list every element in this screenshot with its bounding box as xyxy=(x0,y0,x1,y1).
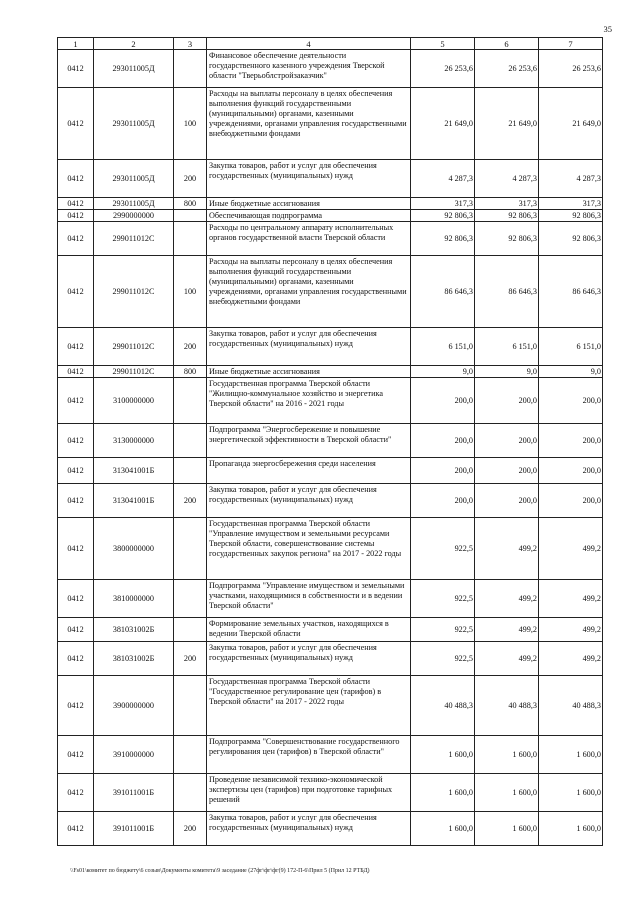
name-cell: Иные бюджетные ассигнования xyxy=(207,366,411,378)
name-cell: Закупка товаров, работ и услуг для обеспечения государственных (муниципальных) нужд xyxy=(207,642,411,676)
name-cell: Подпрограмма "Совершенствование государственного регулирования цен (тарифов) в Тверской области" xyxy=(207,736,411,774)
table-row xyxy=(58,210,603,222)
code-cell: 293011005Д xyxy=(94,198,174,210)
code-cell: 299011012С xyxy=(94,366,174,378)
expense-type-cell: 200 xyxy=(174,328,207,366)
code-cell: 299011012С xyxy=(94,256,174,328)
table-row xyxy=(58,676,603,736)
table-row xyxy=(58,50,603,88)
table-row xyxy=(58,774,603,812)
value-col7-cell: 499,2 xyxy=(539,518,603,580)
code-cell: 391011001Б xyxy=(94,812,174,846)
code-cell: 293011005Д xyxy=(94,88,174,160)
code-cell: 299011012С xyxy=(94,328,174,366)
value-col7-cell: 499,2 xyxy=(539,642,603,676)
value-col5-cell: 200,0 xyxy=(411,378,475,424)
section-cell: 0412 xyxy=(58,518,94,580)
value-col6-cell: 1 600,0 xyxy=(475,736,539,774)
value-col6-cell: 200,0 xyxy=(475,424,539,458)
code-cell: 3910000000 xyxy=(94,736,174,774)
value-col6-cell: 9,0 xyxy=(475,366,539,378)
table-row xyxy=(58,736,603,774)
code-cell: 313041001Б xyxy=(94,484,174,518)
header-cell-2: 2 xyxy=(94,38,174,50)
code-cell: 3130000000 xyxy=(94,424,174,458)
name-cell: Подпрограмма "Энергосбережение и повышение энергетической эффективности в Тверской области" xyxy=(207,424,411,458)
section-cell: 0412 xyxy=(58,424,94,458)
code-cell: 313041001Б xyxy=(94,458,174,484)
value-col6-cell: 499,2 xyxy=(475,518,539,580)
code-cell: 3100000000 xyxy=(94,378,174,424)
name-cell: Закупка товаров, работ и услуг для обеспечения государственных (муниципальных) нужд xyxy=(207,812,411,846)
value-col7-cell: 92 806,3 xyxy=(539,210,603,222)
table-row xyxy=(58,484,603,518)
expense-type-cell xyxy=(174,736,207,774)
value-col6-cell: 40 488,3 xyxy=(475,676,539,736)
section-cell: 0412 xyxy=(58,580,94,618)
value-col7-cell: 499,2 xyxy=(539,580,603,618)
section-cell: 0412 xyxy=(58,774,94,812)
code-cell: 391011001Б xyxy=(94,774,174,812)
value-col6-cell: 4 287,3 xyxy=(475,160,539,198)
name-cell: Подпрограмма "Управление имуществом и земельными участками, находящимися в собственности и в ведении Тверской области" xyxy=(207,580,411,618)
value-col6-cell: 499,2 xyxy=(475,642,539,676)
table-row xyxy=(58,328,603,366)
expense-type-cell xyxy=(174,50,207,88)
value-col5-cell: 922,5 xyxy=(411,580,475,618)
expense-type-cell: 800 xyxy=(174,366,207,378)
code-cell: 3800000000 xyxy=(94,518,174,580)
expense-type-cell xyxy=(174,424,207,458)
section-cell: 0412 xyxy=(58,642,94,676)
value-col7-cell: 6 151,0 xyxy=(539,328,603,366)
expense-type-cell: 200 xyxy=(174,642,207,676)
code-cell: 381031002Б xyxy=(94,642,174,676)
value-col5-cell: 86 646,3 xyxy=(411,256,475,328)
value-col7-cell: 200,0 xyxy=(539,424,603,458)
table-row xyxy=(58,160,603,198)
value-col7-cell: 21 649,0 xyxy=(539,88,603,160)
section-cell: 0412 xyxy=(58,160,94,198)
value-col7-cell: 200,0 xyxy=(539,484,603,518)
value-col6-cell: 21 649,0 xyxy=(475,88,539,160)
section-cell: 0412 xyxy=(58,210,94,222)
value-col5-cell: 26 253,6 xyxy=(411,50,475,88)
value-col6-cell: 499,2 xyxy=(475,618,539,642)
section-cell: 0412 xyxy=(58,736,94,774)
table-row xyxy=(58,642,603,676)
value-col5-cell: 922,5 xyxy=(411,518,475,580)
budget-table xyxy=(57,37,603,846)
name-cell: Государственная программа Тверской области "Жилищно-коммунальное хозяйство и энергетика Тверской области" на 2016 - 2021 годы xyxy=(207,378,411,424)
section-cell: 0412 xyxy=(58,88,94,160)
table-row xyxy=(58,458,603,484)
value-col5-cell: 200,0 xyxy=(411,484,475,518)
expense-type-cell xyxy=(174,458,207,484)
value-col7-cell: 1 600,0 xyxy=(539,736,603,774)
table-row xyxy=(58,812,603,846)
expense-type-cell: 200 xyxy=(174,812,207,846)
value-col6-cell: 200,0 xyxy=(475,458,539,484)
value-col5-cell: 1 600,0 xyxy=(411,774,475,812)
value-col6-cell: 499,2 xyxy=(475,580,539,618)
code-cell: 293011005Д xyxy=(94,50,174,88)
file-path-footer: \\Fs01\комитет по бюджету\6 созыв\Документы комитета\9 заседание (27фг\фг\фг(9) 172-П-6\Прил 5 (Прил 12 РТБД) xyxy=(70,868,370,874)
value-col5-cell: 6 151,0 xyxy=(411,328,475,366)
expense-type-cell: 800 xyxy=(174,198,207,210)
table-body xyxy=(58,38,603,846)
name-cell: Закупка товаров, работ и услуг для обеспечения государственных (муниципальных) нужд xyxy=(207,160,411,198)
header-cell-1: 1 xyxy=(58,38,94,50)
code-cell: 3810000000 xyxy=(94,580,174,618)
value-col7-cell: 40 488,3 xyxy=(539,676,603,736)
value-col7-cell: 317,3 xyxy=(539,198,603,210)
value-col7-cell: 92 806,3 xyxy=(539,222,603,256)
value-col5-cell: 4 287,3 xyxy=(411,160,475,198)
section-cell: 0412 xyxy=(58,222,94,256)
value-col6-cell: 6 151,0 xyxy=(475,328,539,366)
value-col6-cell: 86 646,3 xyxy=(475,256,539,328)
section-cell: 0412 xyxy=(58,328,94,366)
value-col5-cell: 1 600,0 xyxy=(411,812,475,846)
name-cell: Закупка товаров, работ и услуг для обеспечения государственных (муниципальных) нужд xyxy=(207,328,411,366)
expense-type-cell xyxy=(174,378,207,424)
table-row xyxy=(58,518,603,580)
value-col6-cell: 1 600,0 xyxy=(475,774,539,812)
value-col5-cell: 21 649,0 xyxy=(411,88,475,160)
value-col6-cell: 26 253,6 xyxy=(475,50,539,88)
expense-type-cell xyxy=(174,210,207,222)
value-col5-cell: 40 488,3 xyxy=(411,676,475,736)
section-cell: 0412 xyxy=(58,618,94,642)
name-cell: Формирование земельных участков, находящихся в ведении Тверской области xyxy=(207,618,411,642)
value-col5-cell: 200,0 xyxy=(411,424,475,458)
value-col5-cell: 1 600,0 xyxy=(411,736,475,774)
table-row xyxy=(58,580,603,618)
value-col5-cell: 200,0 xyxy=(411,458,475,484)
table-row xyxy=(58,88,603,160)
code-cell: 2990000000 xyxy=(94,210,174,222)
value-col7-cell: 86 646,3 xyxy=(539,256,603,328)
name-cell: Расходы на выплаты персоналу в целях обеспечения выполнения функций государственными (муниципальными) органами, казенными учреждениями, органами управления государственными внебюджетными фондами xyxy=(207,256,411,328)
code-cell: 299011012С xyxy=(94,222,174,256)
value-col7-cell: 4 287,3 xyxy=(539,160,603,198)
code-cell: 3900000000 xyxy=(94,676,174,736)
code-cell: 293011005Д xyxy=(94,160,174,198)
table-row xyxy=(58,222,603,256)
value-col6-cell: 92 806,3 xyxy=(475,210,539,222)
table-row xyxy=(58,618,603,642)
value-col5-cell: 9,0 xyxy=(411,366,475,378)
header-row xyxy=(58,38,603,50)
value-col5-cell: 317,3 xyxy=(411,198,475,210)
name-cell: Финансовое обеспечение деятельности государственного казенного учреждения Тверской области "Тверьоблстройзаказчик" xyxy=(207,50,411,88)
value-col7-cell: 1 600,0 xyxy=(539,812,603,846)
name-cell: Государственная программа Тверской области "Государственное регулирование цен (тарифов) в Тверской области" на 2017 - 2022 годы xyxy=(207,676,411,736)
name-cell: Проведение независимой технико-экономической экспертизы цен (тарифов) при подготовке тарифных решений xyxy=(207,774,411,812)
section-cell: 0412 xyxy=(58,366,94,378)
value-col7-cell: 1 600,0 xyxy=(539,774,603,812)
expense-type-cell xyxy=(174,618,207,642)
value-col5-cell: 922,5 xyxy=(411,642,475,676)
name-cell: Расходы по центральному аппарату исполнительных органов государственной власти Тверской области xyxy=(207,222,411,256)
header-cell-5: 5 xyxy=(411,38,475,50)
expense-type-cell: 100 xyxy=(174,256,207,328)
expense-type-cell xyxy=(174,580,207,618)
header-cell-4: 4 xyxy=(207,38,411,50)
value-col6-cell: 1 600,0 xyxy=(475,812,539,846)
section-cell: 0412 xyxy=(58,378,94,424)
value-col7-cell: 499,2 xyxy=(539,618,603,642)
header-cell-7: 7 xyxy=(539,38,603,50)
name-cell: Расходы на выплаты персоналу в целях обеспечения выполнения функций государственными (муниципальными) органами, казенными учреждениями, органами управления государственными внебюджетными фондами xyxy=(207,88,411,160)
expense-type-cell xyxy=(174,518,207,580)
header-cell-6: 6 xyxy=(475,38,539,50)
expense-type-cell: 200 xyxy=(174,484,207,518)
expense-type-cell: 200 xyxy=(174,160,207,198)
name-cell: Обеспечивающая подпрограмма xyxy=(207,210,411,222)
name-cell: Государственная программа Тверской области "Управление имуществом и земельными ресурсами Тверской области, совершенствование системы государственных закупок региона" на 2017 - 2022 годы xyxy=(207,518,411,580)
value-col6-cell: 200,0 xyxy=(475,378,539,424)
value-col6-cell: 92 806,3 xyxy=(475,222,539,256)
value-col7-cell: 200,0 xyxy=(539,458,603,484)
table-row xyxy=(58,366,603,378)
code-cell: 381031002Б xyxy=(94,618,174,642)
section-cell: 0412 xyxy=(58,484,94,518)
table-row xyxy=(58,424,603,458)
page-number: 35 xyxy=(603,24,612,34)
value-col5-cell: 922,5 xyxy=(411,618,475,642)
value-col6-cell: 317,3 xyxy=(475,198,539,210)
value-col7-cell: 26 253,6 xyxy=(539,50,603,88)
section-cell: 0412 xyxy=(58,50,94,88)
value-col7-cell: 9,0 xyxy=(539,366,603,378)
header-cell-3: 3 xyxy=(174,38,207,50)
name-cell: Пропаганда энергосбережения среди населения xyxy=(207,458,411,484)
expense-type-cell: 100 xyxy=(174,88,207,160)
name-cell: Иные бюджетные ассигнования xyxy=(207,198,411,210)
section-cell: 0412 xyxy=(58,256,94,328)
table-row xyxy=(58,198,603,210)
section-cell: 0412 xyxy=(58,198,94,210)
value-col5-cell: 92 806,3 xyxy=(411,210,475,222)
value-col5-cell: 92 806,3 xyxy=(411,222,475,256)
value-col7-cell: 200,0 xyxy=(539,378,603,424)
section-cell: 0412 xyxy=(58,458,94,484)
expense-type-cell xyxy=(174,676,207,736)
section-cell: 0412 xyxy=(58,676,94,736)
section-cell: 0412 xyxy=(58,812,94,846)
expense-type-cell xyxy=(174,222,207,256)
table-row xyxy=(58,378,603,424)
expense-type-cell xyxy=(174,774,207,812)
name-cell: Закупка товаров, работ и услуг для обеспечения государственных (муниципальных) нужд xyxy=(207,484,411,518)
value-col6-cell: 200,0 xyxy=(475,484,539,518)
table-row xyxy=(58,256,603,328)
